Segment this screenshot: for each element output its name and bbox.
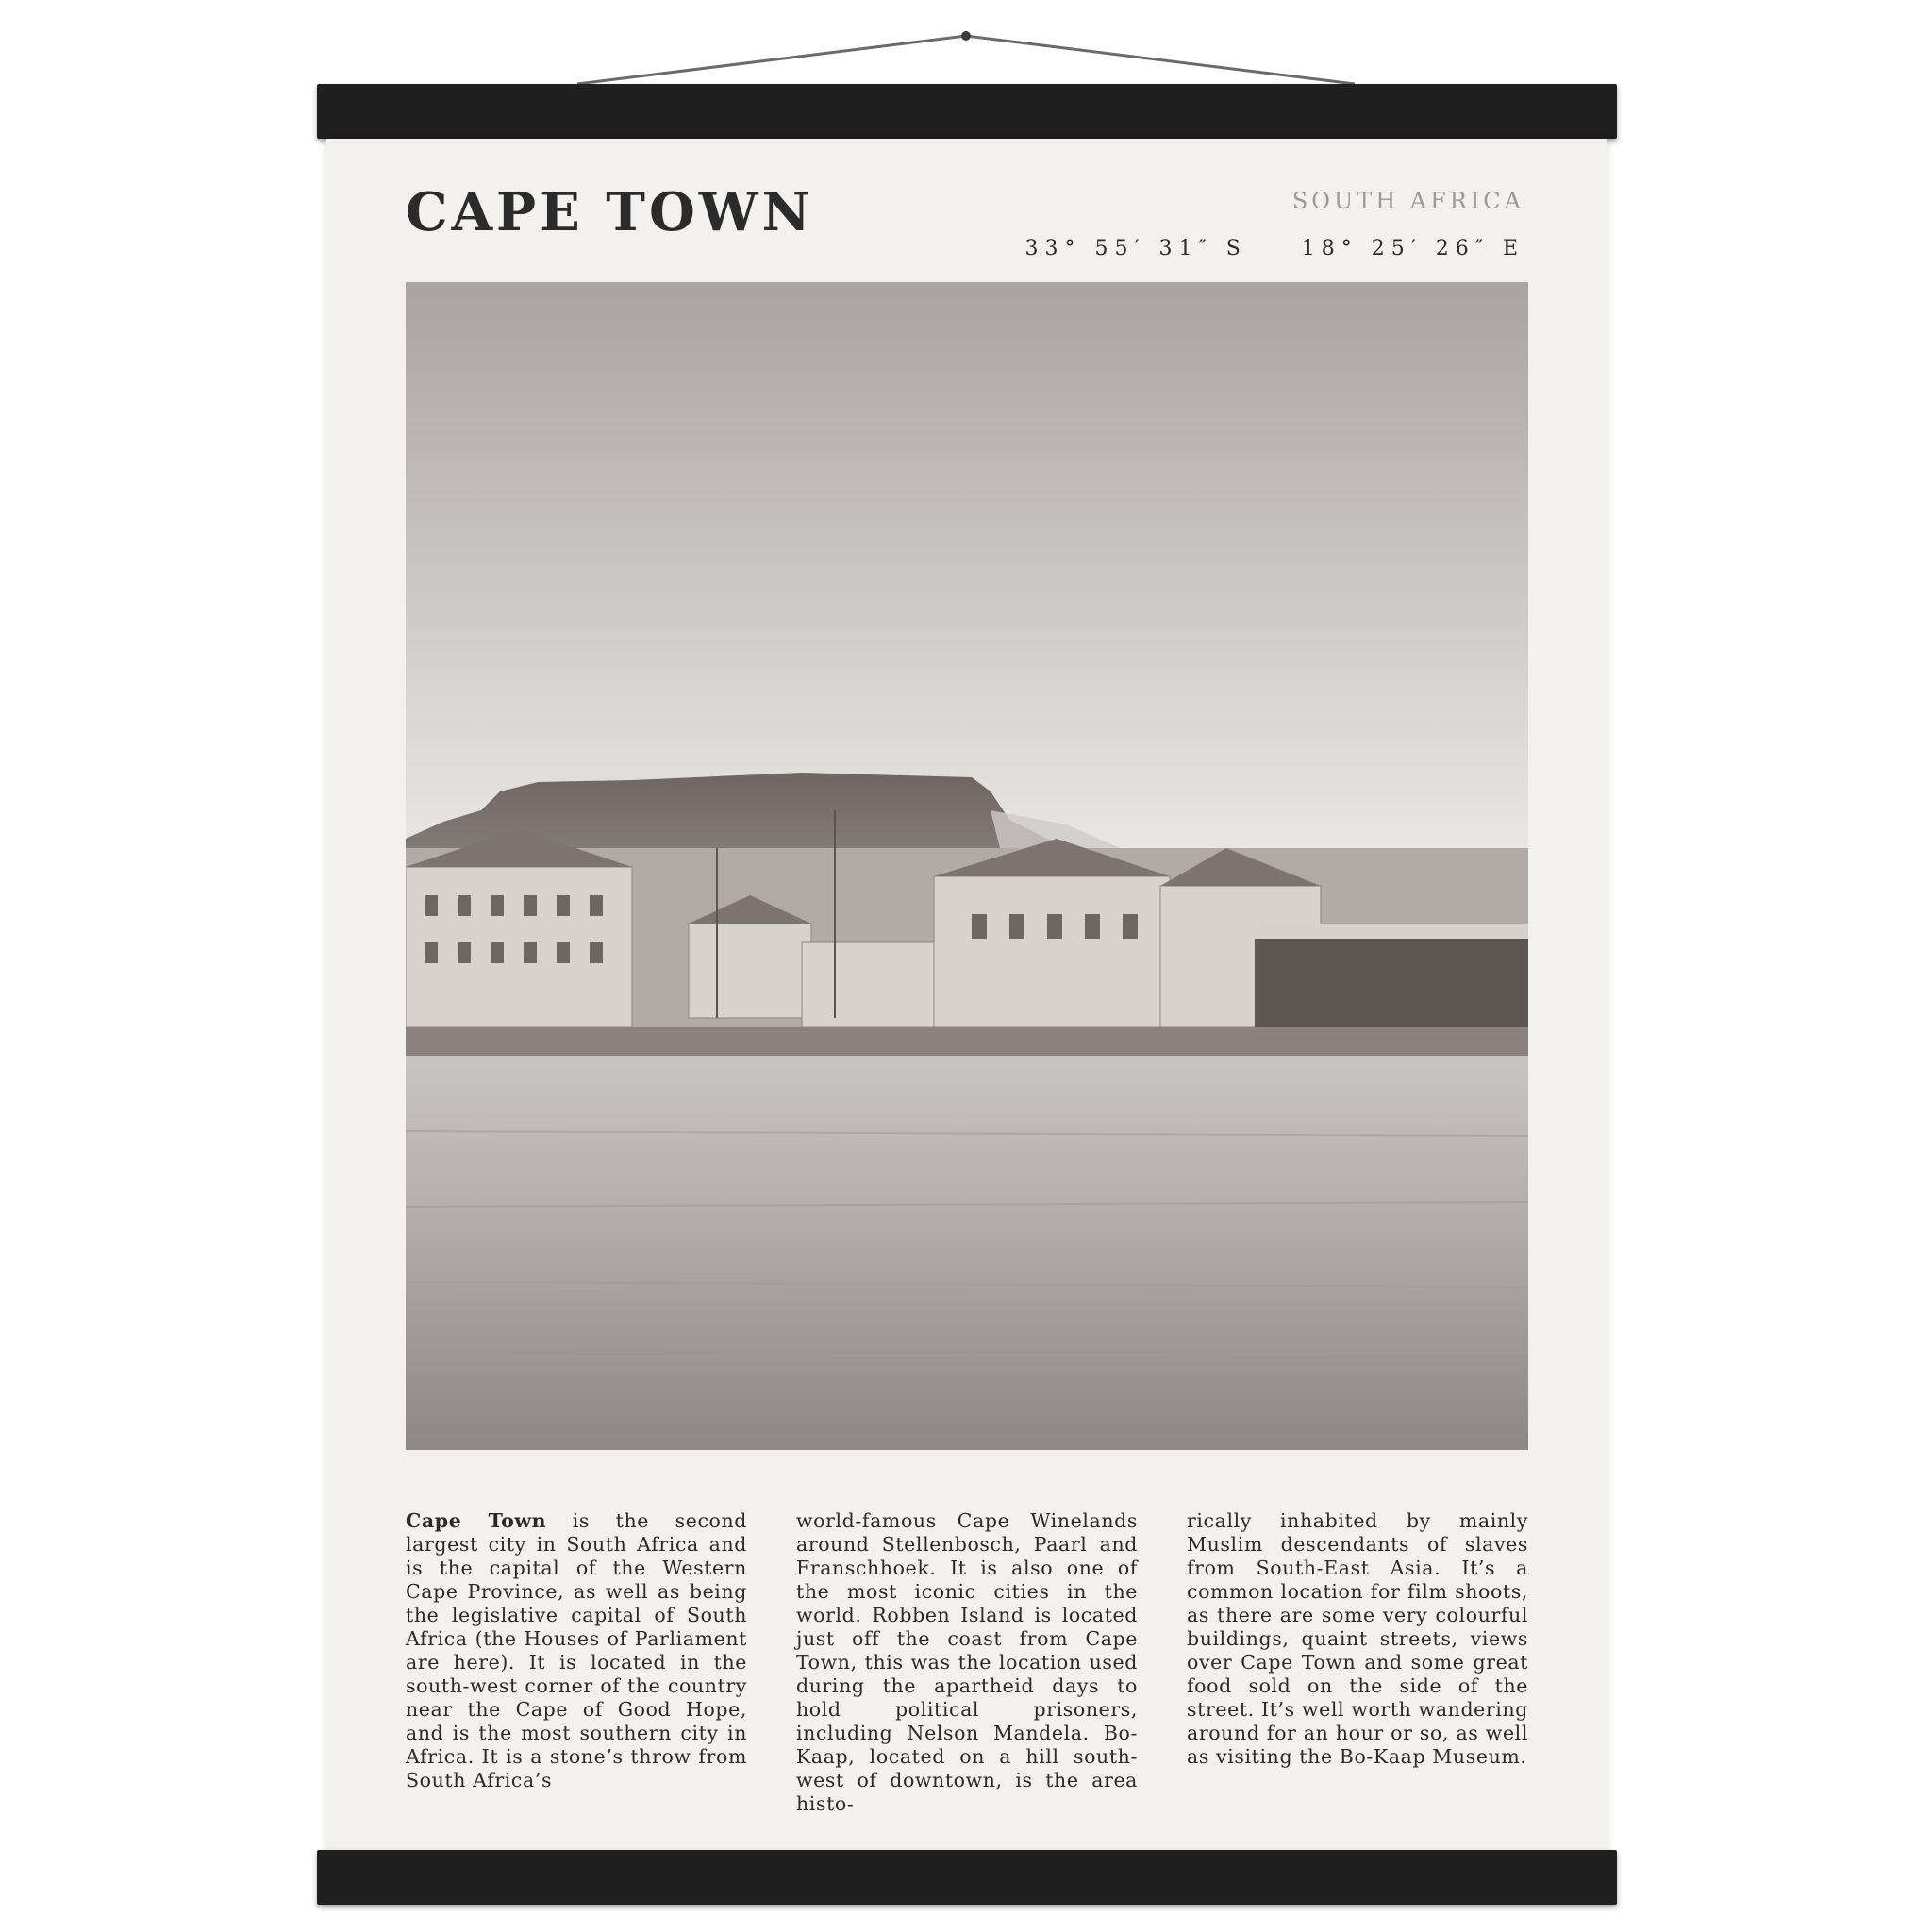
description-column-3: rically inhabited by mainly Muslim descendants of slaves from South-East Asia. It’s a common location for film shoots, as there are some very colourful buildings, quaint streets, views over Cape Town and some great food sold on the side of the street. It’s well worth wandering around for an hour or so, as well as visiting the Bo-Kaap Museum. xyxy=(1187,1509,1528,1768)
description-lead: Cape Town xyxy=(406,1509,547,1532)
harbour-photo xyxy=(406,282,1528,1450)
coordinates xyxy=(1025,237,1524,260)
description xyxy=(406,1509,1528,1816)
poster-title: CAPE TOWN xyxy=(406,181,814,243)
poster xyxy=(326,139,1607,1850)
longitude: 18° 25′ 26″ E xyxy=(1301,237,1524,260)
latitude: 33° 55′ 31″ S xyxy=(1024,237,1247,260)
description-column-1 xyxy=(406,1509,747,1816)
description-column-2: world-famous Cape Winelands around Stellenbosch, Paarl and Franschhoek. It is also one of the most iconic cities in the world. Robben Island is located just off the coast from Cape Town, this was the location used during the apartheid days to hold political prisoners, including Nelson Mandela. Bo-Kaap, located on a hill south-west of downtown, is the area histo- xyxy=(796,1509,1138,1815)
description-column-1-text: is the second largest city in South Africa and is the capital of the Western Cape Province, as well as being the legislative capital of South Africa (the Houses of Parliament are here). It is located in the south-west corner of the country near the Cape of Good Hope, and is the most southern city in Africa. It is a stone’s throw from South Africa’s xyxy=(406,1509,748,1791)
top-hanger-bar xyxy=(317,84,1617,139)
country-label: SOUTH AFRICA xyxy=(1291,188,1524,214)
bottom-hanger-bar xyxy=(317,1850,1617,1905)
